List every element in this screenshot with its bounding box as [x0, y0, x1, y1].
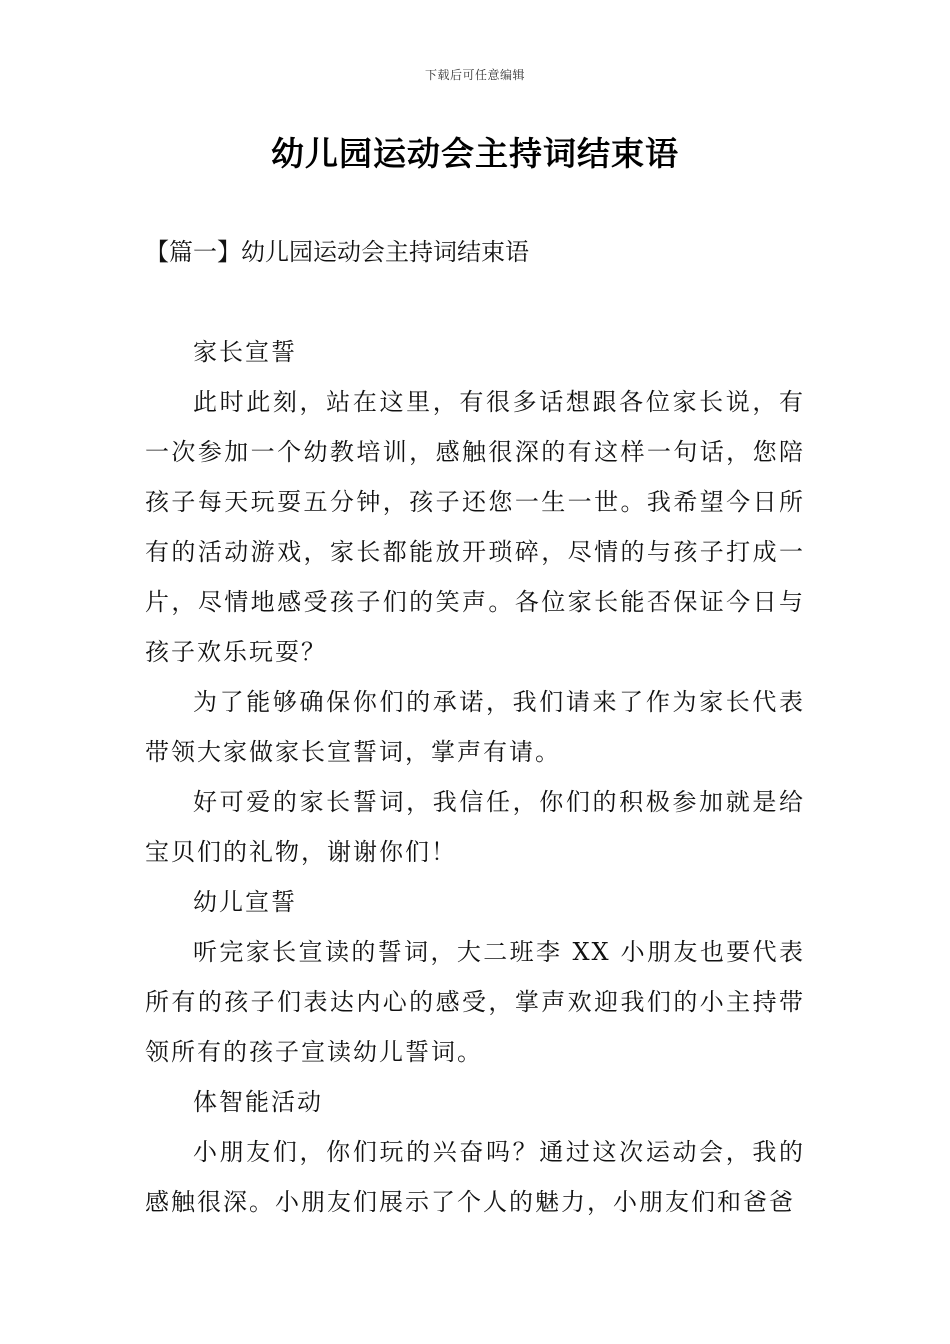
paragraph: 听完家长宣读的誓词，大二班李 XX 小朋友也要代表所有的孩子们表达内心的感受，掌声欢迎我们的小主持带领所有的孩子宣读幼儿誓词。 — [145, 938, 805, 1066]
body-text — [145, 327, 805, 1227]
header-note: 下载后可任意编辑 — [424, 68, 525, 82]
section-heading: 【篇一】幼儿园运动会主持词结束语 — [145, 238, 529, 266]
paragraph: 小朋友们，你们玩的兴奋吗？通过这次运动会，我的感触很深。小朋友们展示了个人的魅力，小朋友们和爸爸 — [145, 1138, 805, 1216]
paragraph-parent-oath-heading: 家长宣誓 — [193, 338, 297, 366]
paragraph: 好可爱的家长誓词，我信任，你们的积极参加就是给宝贝们的礼物，谢谢你们！ — [145, 788, 805, 866]
paragraph: 为了能够确保你们的承诺，我们请来了作为家长代表带领大家做家长宣誓词，掌声有请。 — [145, 688, 805, 766]
paragraph-child-oath-heading: 幼儿宣誓 — [193, 888, 297, 916]
paragraph-activity-heading: 体智能活动 — [193, 1088, 323, 1116]
paragraph: 此时此刻，站在这里，有很多话想跟各位家长说，有一次参加一个幼教培训，感触很深的有这样一句话，您陪孩子每天玩耍五分钟，孩子还您一生一世。我希望今日所有的活动游戏，家长都能放开琐碎，尽情的与孩子打成一片，尽情地感受孩子们的笑声。各位家长能否保证今日与孩子欢乐玩耍？ — [145, 388, 805, 666]
document-title: 幼儿园运动会主持词结束语 — [271, 134, 679, 173]
